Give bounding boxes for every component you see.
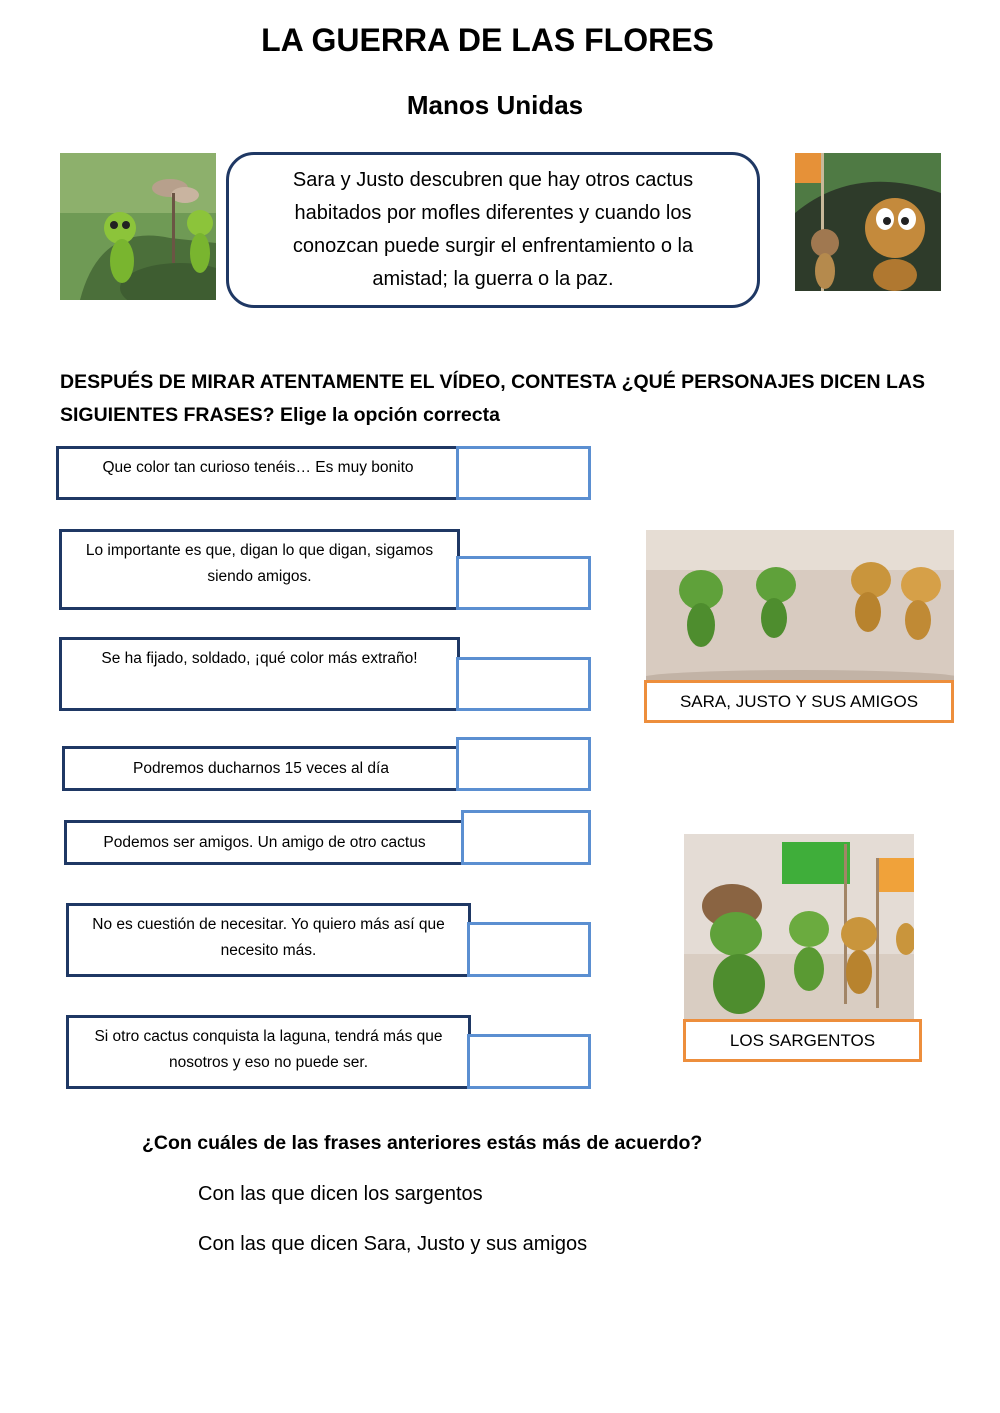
instructions: DESPUÉS DE MIRAR ATENTAMENTE EL VÍDEO, CONTESTA ¿QUÉ PERSONAJES DICEN LAS SIGUIENTES FRASES? Elige la opción correcta [60, 371, 925, 426]
phrase-box [64, 820, 465, 865]
question-text: ¿Con cuáles de las frases anteriores estás más de acuerdo? [142, 1132, 703, 1154]
answer-drop-box[interactable] [461, 810, 591, 865]
answer-drop-box[interactable] [456, 556, 591, 610]
friends-image [646, 530, 954, 682]
option-sergeants[interactable] [683, 1019, 922, 1062]
cactus-scene-image-left [60, 153, 216, 300]
phrase-box [66, 903, 471, 977]
phrase-box [56, 446, 460, 500]
choice-sergeants[interactable]: Con las que dicen los sargentos [198, 1183, 483, 1205]
phrase-text: Podemos ser amigos. Un amigo de otro cactus [103, 833, 426, 851]
answer-drop-box[interactable] [456, 737, 591, 791]
phrase-text: Lo importante es que, digan lo que digan, sigamos siendo amigos. [85, 542, 434, 585]
phrase-box [59, 637, 460, 711]
phrase-text: Se ha fijado, soldado, ¡qué color más extraño! [101, 650, 418, 667]
option-friends[interactable] [644, 680, 954, 723]
option-friends-label: SARA, JUSTO Y SUS AMIGOS [679, 691, 919, 711]
phrase-text: No es cuestión de necesitar. Yo quiero más así que necesito más. [92, 916, 445, 959]
option-sergeants-label: LOS SARGENTOS [729, 1030, 876, 1050]
summary-box [226, 152, 760, 308]
answer-drop-box[interactable] [467, 1034, 591, 1089]
phrase-box [66, 1015, 471, 1089]
phrase-text: Podremos ducharnos 15 veces al día [133, 759, 389, 777]
page-title: LA GUERRA DE LAS FLORES [261, 22, 714, 58]
answer-drop-box[interactable] [467, 922, 591, 977]
page-subtitle: Manos Unidas [406, 90, 584, 120]
phrase-text: Que color tan curioso tenéis… Es muy bonito [102, 459, 414, 476]
phrase-box [62, 746, 460, 791]
summary-text: Sara y Justo descubren que hay otros cactus habitados por mofles diferentes y cuando los conozcan puede surgir el enfrentamiento o la amistad; la guerra o la paz. [292, 169, 694, 290]
sergeants-image [684, 834, 914, 1019]
cactus-scene-image-right [795, 153, 941, 291]
choice-friends[interactable]: Con las que dicen Sara, Justo y sus amigos [198, 1233, 588, 1255]
answer-drop-box[interactable] [456, 446, 591, 500]
answer-drop-box[interactable] [456, 657, 591, 711]
phrase-box [59, 529, 460, 610]
phrase-text: Si otro cactus conquista la laguna, tendrá más que nosotros y eso no puede ser. [94, 1028, 443, 1071]
